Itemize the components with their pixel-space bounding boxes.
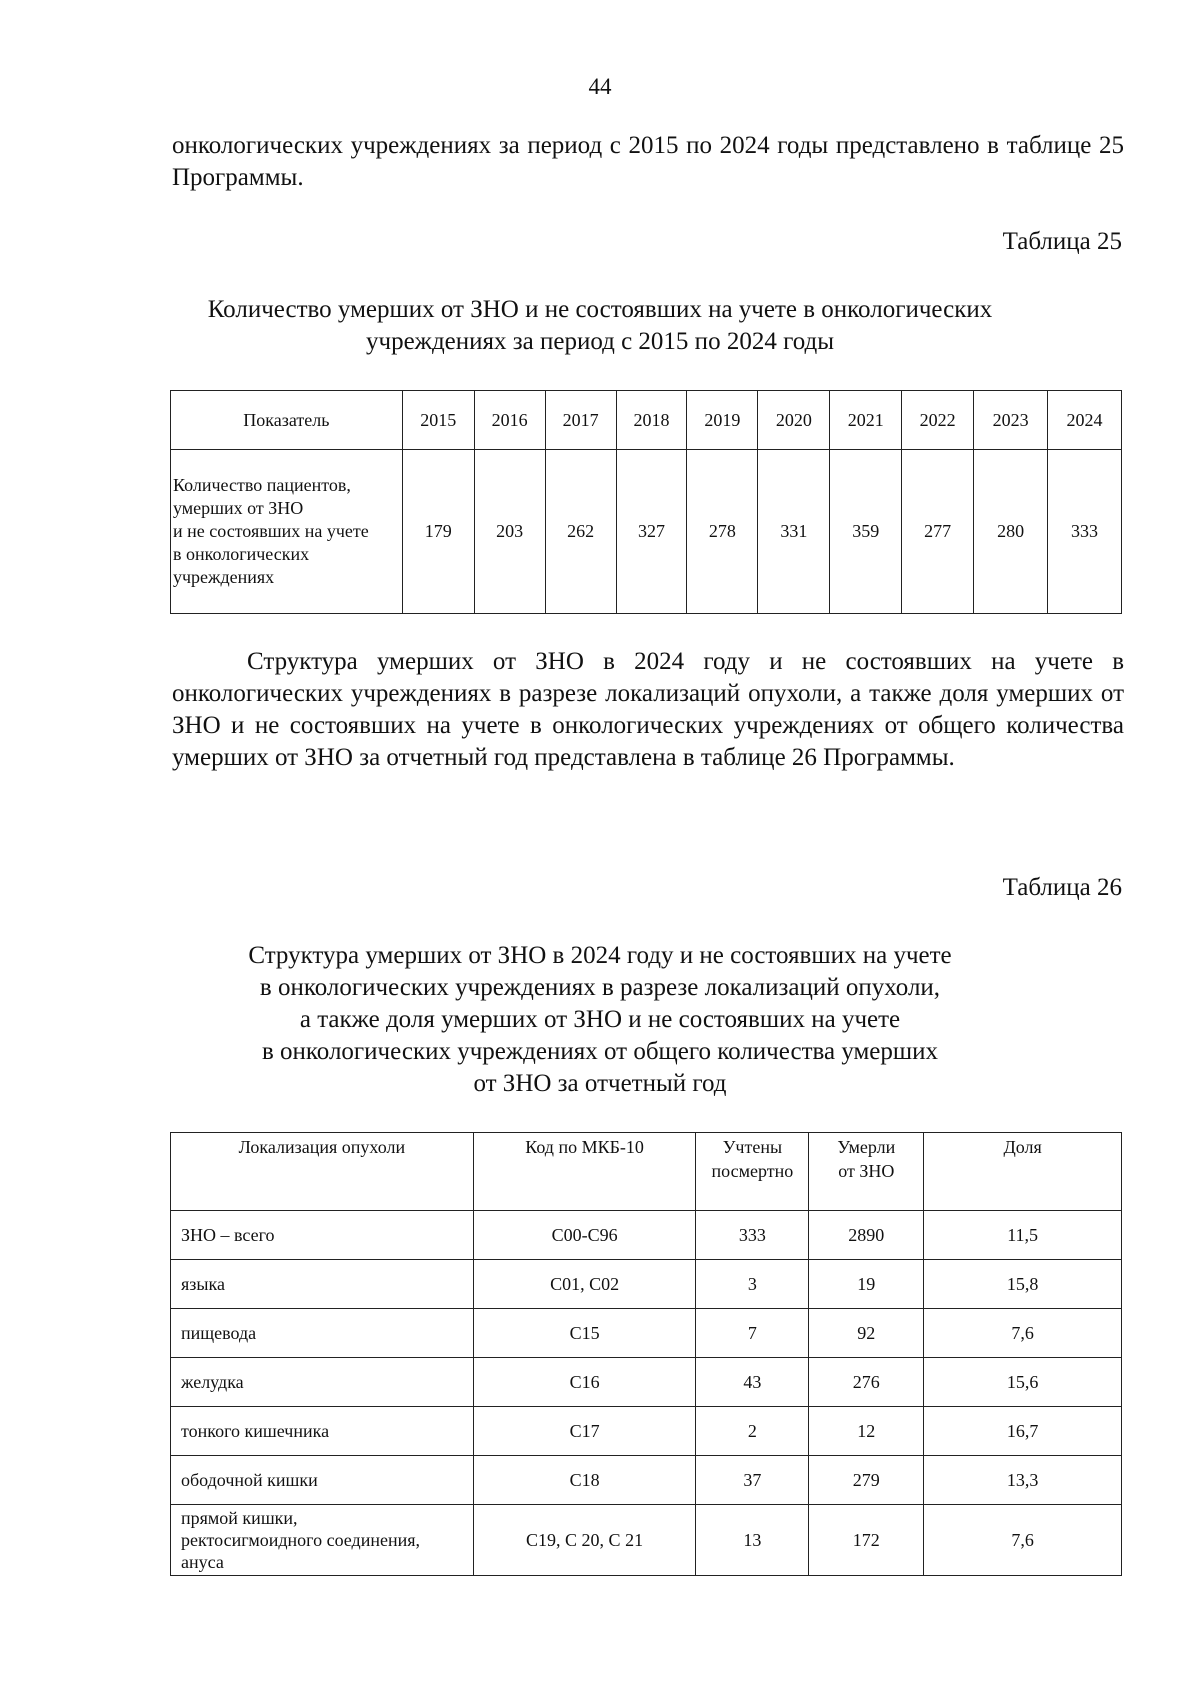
value-cell: 203 [474,450,545,614]
table-row [171,1211,1122,1260]
share-cell: 15,6 [924,1358,1122,1407]
header-died-line: от ЗНО [838,1161,895,1181]
value-cell: 280 [974,450,1048,614]
table-26-header-row [171,1133,1122,1211]
header-year: 2020 [758,391,830,450]
code-cell: С18 [473,1456,696,1505]
code-cell: С17 [473,1407,696,1456]
died-cell: 12 [809,1407,924,1456]
header-counted [696,1133,809,1211]
localization-cell: желудка [171,1358,474,1407]
header-year: 2018 [616,391,687,450]
header-died-line: Умерли [837,1137,896,1157]
localization-cell [171,1505,474,1576]
header-died [809,1133,924,1211]
table-26-title-line: в онкологических учреждениях в разрезе локализаций опухоли, [259,974,941,1001]
value-cell: 278 [687,450,758,614]
table-25-title-line: Количество умерших от ЗНО и не состоявших на учете в онкологических [207,296,993,323]
value-cell: 277 [902,450,974,614]
value-cell: 359 [830,450,902,614]
localization-cell: ЗНО – всего [171,1211,474,1260]
code-cell: С19, С 20, С 21 [473,1505,696,1576]
row-label-line: умерших от ЗНО [173,498,304,518]
table-26-title [150,940,1050,1100]
value-cell: 331 [758,450,830,614]
row-label-line: учреждениях [173,567,275,587]
share-cell: 7,6 [924,1505,1122,1576]
header-year: 2016 [474,391,545,450]
localization-line: прямой кишки, [181,1508,298,1528]
table-25-header-row [171,391,1122,450]
share-cell: 16,7 [924,1407,1122,1456]
counted-cell: 7 [696,1309,809,1358]
row-label-line: и не состоявших на учете [173,521,369,541]
counted-cell: 43 [696,1358,809,1407]
header-localization: Локализация опухоли [171,1133,474,1211]
code-cell: С00-С96 [473,1211,696,1260]
table-25-title [150,294,1050,358]
table-row [171,1358,1122,1407]
header-year: 2021 [830,391,902,450]
counted-cell: 2 [696,1407,809,1456]
counted-cell: 37 [696,1456,809,1505]
table-25-label: Таблица 25 [1002,228,1122,255]
value-cell: 179 [402,450,474,614]
localization-cell: ободочной кишки [171,1456,474,1505]
header-year: 2015 [402,391,474,450]
header-indicator: Показатель [171,391,403,450]
table-25-title-line: учреждениях за период с 2015 по 2024 годы [366,328,834,355]
died-cell: 92 [809,1309,924,1358]
share-cell: 11,5 [924,1211,1122,1260]
header-year: 2019 [687,391,758,450]
value-cell: 262 [545,450,616,614]
value-cell: 333 [1048,450,1122,614]
died-cell: 276 [809,1358,924,1407]
share-cell: 13,3 [924,1456,1122,1505]
row-label [171,450,403,614]
died-cell: 172 [809,1505,924,1576]
counted-cell: 13 [696,1505,809,1576]
table-26 [170,1132,1122,1576]
table-row [171,1505,1122,1576]
code-cell: С15 [473,1309,696,1358]
page-number: 44 [588,74,612,99]
counted-cell: 333 [696,1211,809,1260]
table-26-title-line: в онкологических учреждениях от общего количества умерших [261,1038,939,1065]
table-26-title-line: Структура умерших от ЗНО в 2024 году и не состоявших на учете [248,942,952,969]
header-year: 2022 [902,391,974,450]
died-cell: 2890 [809,1211,924,1260]
header-share: Доля [924,1133,1122,1211]
table-26-label: Таблица 26 [1002,874,1122,901]
died-cell: 19 [809,1260,924,1309]
counted-cell: 3 [696,1260,809,1309]
table-row [171,1456,1122,1505]
table-row [171,1260,1122,1309]
header-year: 2023 [974,391,1048,450]
header-counted-line: Учтены [722,1137,783,1157]
localization-cell: тонкого кишечника [171,1407,474,1456]
code-cell: С01, С02 [473,1260,696,1309]
intro-paragraph: онкологических учреждениях за период с 2015 по 2024 годы представлено в таблице 25 Программы. [172,132,1124,191]
localization-cell: языка [171,1260,474,1309]
header-year: 2017 [545,391,616,450]
localization-cell: пищевода [171,1309,474,1358]
header-code: Код по МКБ-10 [473,1133,696,1211]
share-cell: 7,6 [924,1309,1122,1358]
header-year: 2024 [1048,391,1122,450]
table-26-title-line: от ЗНО за отчетный год [473,1070,727,1097]
table-25 [170,390,1122,614]
share-cell: 15,8 [924,1260,1122,1309]
main-paragraph: Структура умерших от ЗНО в 2024 году и не состоявших на учете в онкологических учреждениях в разрезе локализаций опухоли, а также доля умерших от ЗНО и не состоявших на учете в онкологических учреждениях от общего количества умерших от ЗНО за отчетный год представлена в таблице 26 Программы. [172,648,1124,771]
died-cell: 279 [809,1456,924,1505]
table-row [171,450,1122,614]
table-row [171,1407,1122,1456]
row-label-line: в онкологических [173,544,310,564]
localization-line: ануса [181,1552,224,1572]
table-row [171,1309,1122,1358]
localization-line: ректосигмоидного соединения, [181,1530,421,1550]
value-cell: 327 [616,450,687,614]
row-label-line: Количество пациентов, [173,475,351,495]
table-26-title-line: а также доля умерших от ЗНО и не состоявших на учете [299,1006,901,1033]
code-cell: С16 [473,1358,696,1407]
header-counted-line: посмертно [711,1161,794,1181]
